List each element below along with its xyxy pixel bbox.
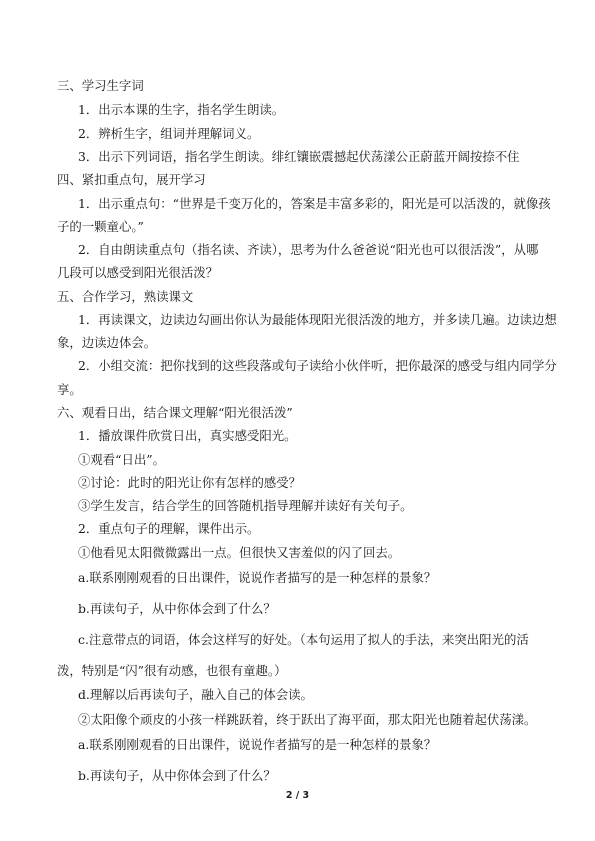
text-line: 子的一颗童心。” [57,219,144,234]
text-line: 象，边读边体会。 [57,335,157,350]
list-item: 2．辨析生字，组词并理解词义。 [78,126,260,141]
section-heading-6: 六、观看日出，结合课文理解“阳光很活泼” [57,405,293,420]
list-item: ①观看“日出”。 [78,452,166,467]
list-item: ②太阳像个顽皮的小孩一样跳跃着，终于跃出了海平面，那太阳光也随着起伏荡漾。 [78,712,537,727]
list-item: 2．小组交流：把你找到的这些段落或句子读给小伙伴听，把你最深的感受与组内同学分 [78,358,557,373]
list-item: b.再读句子，从中你体会到了什么？ [78,768,276,783]
text-line: 几段可以感受到阳光很活泼？ [57,265,219,280]
list-item: d.理解以后再读句子，融入自己的体会读。 [78,687,313,702]
section-heading-5: 五、合作学习，熟读课文 [57,289,194,304]
list-item: a.联系刚刚观看的日出课件，说说作者描写的是一种怎样的景象？ [78,570,437,585]
section-heading-4: 四、紧扣重点句，展开学习 [57,172,206,187]
list-item: c.注意带点的词语，体会这样写的好处。（本句运用了拟人的手法，来突出阳光的活 [78,632,529,647]
list-item: a.联系刚刚观看的日出课件，说说作者描写的是一种怎样的景象？ [78,737,437,752]
section-heading-3: 三、学习生字词 [57,78,144,93]
list-item: 2．自由朗读重点句（指名读、齐读），思考为什么爸爸说“阳光也可以很活泼”，从哪 [78,242,539,257]
list-item: ③学生发言，结合学生的回答随机指导理解并读好有关句子。 [78,498,413,513]
page-number: 2 / 3 [285,790,310,801]
list-item: 1．再读课文，边读边勾画出你认为最能体现阳光很活泼的地方，并多读几遍。边读边想 [78,312,557,327]
text-line: 泼，特别是“闪”很有动感，也很有童趣。） [57,663,287,678]
list-item: 3．出示下列词语，指名学生朗读。绯红镶嵌震撼起伏荡漾公正蔚蓝开阔按捺不住 [78,149,520,164]
list-item: ②讨论：此时的阳光让你有怎样的感受？ [78,475,302,490]
list-item: 1．播放课件欣赏日出，真实感受阳光。 [78,428,297,443]
list-item: b.再读句子，从中你体会到了什么？ [78,601,276,616]
text-line: 享。 [57,382,82,397]
list-item: 2．重点句子的理解，课件出示。 [78,521,260,536]
list-item: 1．出示本课的生字，指名学生朗读。 [78,102,285,117]
list-item: 1．出示重点句：“世界是千变万化的，答案是丰富多彩的，阳光是可以活泼的，就像孩 [78,196,551,211]
list-item: ①他看见太阳微微露出一点。但很快又害羞似的闪了回去。 [78,545,401,560]
